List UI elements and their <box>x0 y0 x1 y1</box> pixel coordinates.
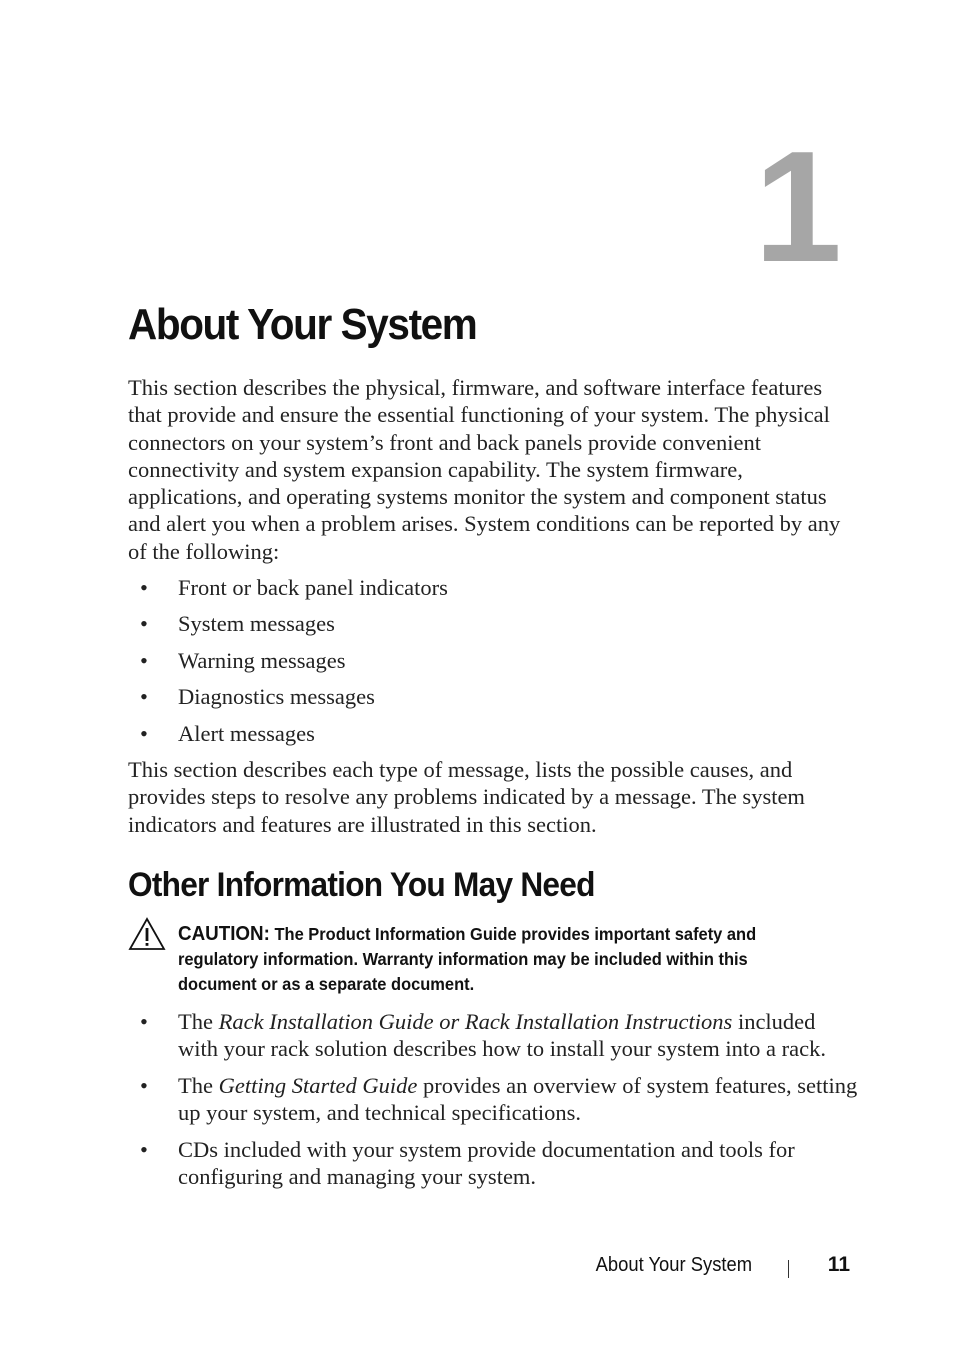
document-title: Getting Started Guide <box>218 1073 418 1099</box>
indicator-list <box>128 574 858 756</box>
list-item <box>128 574 858 601</box>
bullet-icon: • <box>140 647 148 673</box>
bullet-icon: • <box>140 720 148 746</box>
list-item-text: Warning messages <box>178 647 346 673</box>
bullet-icon: • <box>140 684 148 710</box>
list-item <box>128 1136 858 1191</box>
list-item-text: System messages <box>178 611 335 637</box>
footer-section-title: About Your System <box>595 1254 752 1276</box>
caution-text: The Product Information Guide provides important safety and regulatory information. Warranty information may be included within this document or as a separate document. <box>178 924 757 994</box>
list-item-prefix: The <box>178 1073 219 1099</box>
bullet-icon: • <box>140 611 148 637</box>
list-item-text: Alert messages <box>178 720 315 746</box>
closing-paragraph: This section describes each type of message, lists the possible causes, and provides steps to resolve any problems indicated by a message. The system indicators and features are illustrated in this section. <box>128 757 805 837</box>
bullet-icon: • <box>140 1009 148 1034</box>
chapter-title: About Your System <box>128 300 477 349</box>
caution-icon <box>128 917 166 951</box>
list-item <box>128 610 858 637</box>
list-item <box>128 1008 858 1063</box>
list-item <box>128 720 858 747</box>
chapter-number: 1 <box>754 119 842 295</box>
document-title: Rack Installation Guide or Rack Installation Instructions <box>218 1009 733 1034</box>
list-item-suffix: included with your rack solution describes how to install your system into a rack. <box>178 1009 827 1062</box>
page-number: 11 <box>827 1253 850 1276</box>
list-item <box>128 1072 858 1127</box>
section-heading: Other Information You May Need <box>128 866 595 904</box>
list-item-text: CDs included with your system provide documentation and tools for configuring and managing your system. <box>178 1137 795 1190</box>
documentation-list <box>128 1008 858 1200</box>
bullet-icon: • <box>140 575 148 600</box>
footer-divider <box>788 1260 789 1278</box>
list-item <box>128 647 858 674</box>
list-item-text: Diagnostics messages <box>178 684 375 710</box>
intro-paragraph: This section describes the physical, firmware, and software interface features that provide and ensure the essential functioning of your system. The physical connectors on your system’s front and back panels provide convenient connectivity and system expansion capability. The system firmware, applications, and operating systems monitor the system and component status and alert you when a problem arises. System conditions can be reported by any of the following: <box>128 375 841 564</box>
list-item <box>128 683 858 710</box>
caution-label: CAUTION: <box>178 923 270 945</box>
list-item-suffix: provides an overview of system features, setting up your system, and technical specifications. <box>178 1073 858 1126</box>
list-item-text: Front or back panel indicators <box>178 575 448 600</box>
bullet-icon: • <box>140 1073 148 1099</box>
caution-note <box>178 922 780 997</box>
list-item-prefix: The <box>178 1009 219 1034</box>
bullet-icon: • <box>140 1137 148 1163</box>
